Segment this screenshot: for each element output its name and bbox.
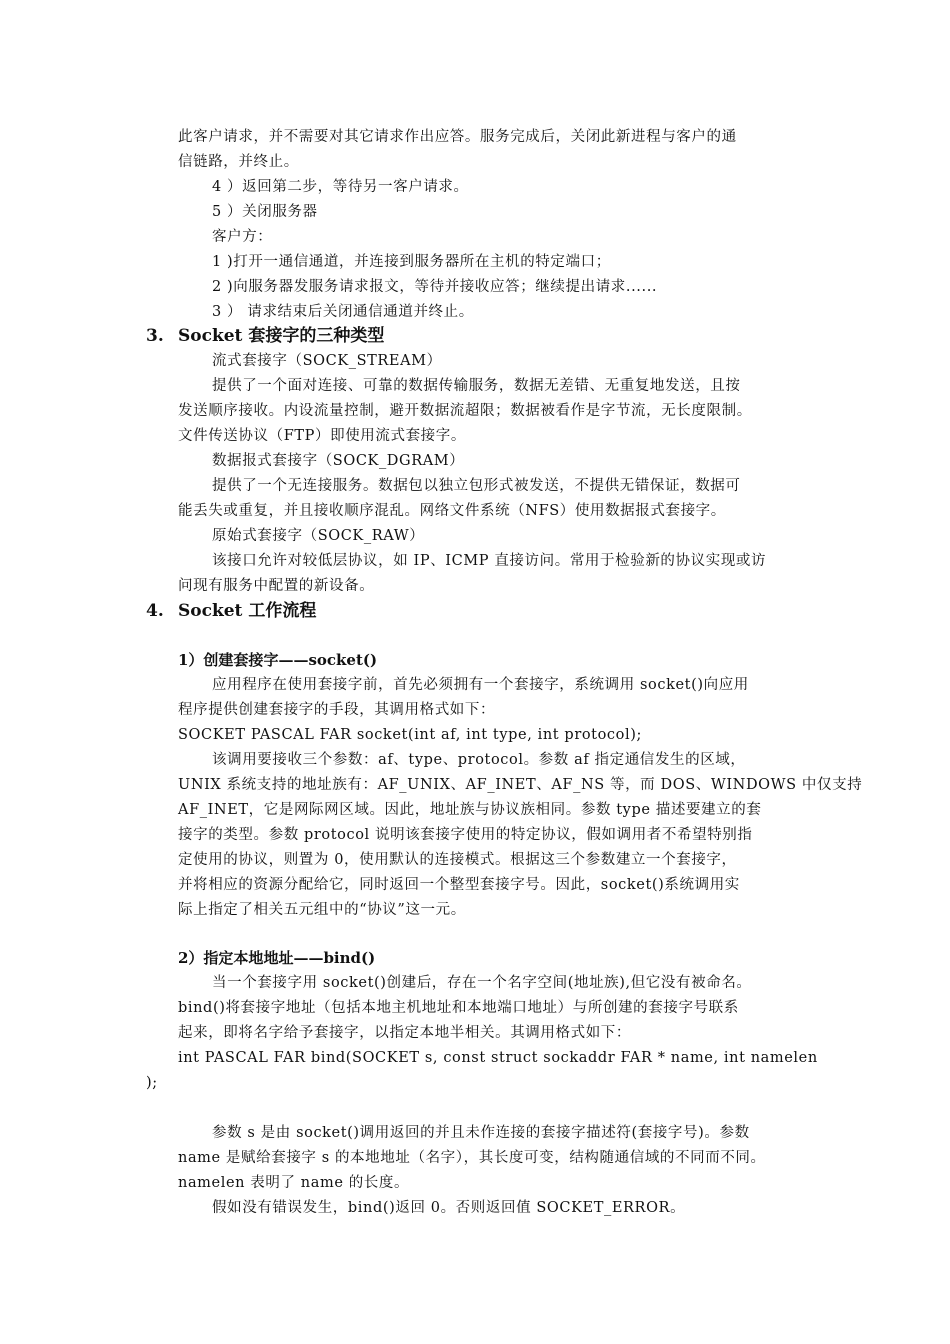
code-line: int PASCAL FAR bind(SOCKET s, const struct sockaddr FAR * name, int namelen: [178, 1050, 818, 1066]
section-title: Socket 套接字的三种类型: [178, 326, 385, 346]
text-line: 客户方：: [212, 229, 273, 245]
text-line: 程序提供创建套接字的手段，其调用格式如下：: [178, 702, 496, 718]
text-line: 2 )向服务器发服务请求报文，等待并接收应答；继续提出请求......: [212, 279, 658, 295]
text-line: 提供了一个面对连接、可靠的数据传输服务，数据无差错、无重复地发送，且按: [212, 378, 741, 394]
text-line: 此客户请求，并不需要对其它请求作出应答。服务完成后，关闭此新进程与客户的通: [178, 129, 737, 145]
text-line: 流式套接字（SOCK_STREAM）: [212, 353, 442, 369]
text-line: 发送顺序接收。内设流量控制，避开数据流超限；数据被看作是字节流，无长度限制。: [178, 403, 752, 419]
section-title: Socket 工作流程: [178, 601, 317, 621]
subsection-heading-socket: 1）创建套接字——socket(): [178, 651, 378, 669]
text-line: 应用程序在使用套接字前，首先必须拥有一个套接字，系统调用 socket()向应用: [212, 677, 749, 693]
text-line: 3 ） 请求结束后关闭通信通道并终止。: [212, 304, 474, 320]
text-line: name 是赋给套接字 s 的本地地址（名字），其长度可变，结构随通信域的不同而不同。: [178, 1150, 766, 1166]
text-line: 接字的类型。参数 protocol 说明该套接字使用的特定协议，假如调用者不希望特别指: [178, 827, 753, 843]
section-heading-4: [146, 600, 316, 622]
text-line: 文件传送协议（FTP）即使用流式套接字。: [178, 428, 466, 444]
text-line: 数据报式套接字（SOCK_DGRAM）: [212, 453, 465, 469]
text-line: 该接口允许对较低层协议，如 IP、ICMP 直接访问。常用于检验新的协议实现或访: [212, 553, 767, 569]
text-line: 问现有服务中配置的新设备。: [178, 578, 375, 594]
text-line: 能丢失或重复，并且接收顺序混乱。网络文件系统（NFS）使用数据报式套接字。: [178, 503, 726, 519]
text-line: 定使用的协议，则置为 0，使用默认的连接模式。根据这三个参数建立一个套接字，: [178, 852, 737, 868]
text-line: 1 )打开一通信通道，并连接到服务器所在主机的特定端口；: [212, 254, 611, 270]
text-line: 信链路，并终止。: [178, 154, 299, 170]
text-line: 并将相应的资源分配给它，同时返回一个整型套接字号。因此，socket()系统调用实: [178, 877, 740, 893]
text-line: 4 ）返回第二步，等待另一客户请求。: [212, 179, 469, 195]
code-line: SOCKET PASCAL FAR socket(int af, int type, int protocol);: [178, 727, 642, 743]
text-line: 起来，即将名字给予套接字，以指定本地半相关。其调用格式如下：: [178, 1025, 631, 1041]
subsection-heading-bind: 2）指定本地地址——bind(): [178, 949, 376, 967]
text-line: 提供了一个无连接服务。数据包以独立包形式被发送，不提供无错保证，数据可: [212, 478, 741, 494]
text-line: AF_INET，它是网际网区域。因此，地址族与协议族相同。参数 type 描述要建立的套: [178, 802, 762, 818]
text-line: 假如没有错误发生，bind()返回 0。否则返回值 SOCKET_ERROR。: [212, 1200, 686, 1216]
section-number: 3.: [146, 326, 164, 346]
text-line: UNIX 系统支持的地址族有：AF_UNIX、AF_INET、AF_NS 等，而 DOS、WINDOWS 中仅支持: [178, 777, 863, 793]
text-line: 当一个套接字用 socket()创建后，存在一个名字空间(地址族),但它没有被命名。: [212, 975, 752, 991]
section-number: 4.: [146, 601, 164, 621]
section-heading-3: [146, 325, 384, 347]
text-line: 际上指定了相关五元组中的“协议”这一元。: [178, 902, 466, 918]
text-line: 原始式套接字（SOCK_RAW）: [212, 528, 425, 544]
text-line: namelen 表明了 name 的长度。: [178, 1175, 410, 1191]
text-line: 该调用要接收三个参数：af、type、protocol。参数 af 指定通信发生的区域，: [212, 752, 746, 768]
text-line: 5 ）关闭服务器: [212, 204, 318, 220]
text-line: bind()将套接字地址（包括本地主机地址和本地端口地址）与所创建的套接字号联系: [178, 1000, 739, 1016]
text-line: 参数 s 是由 socket()调用返回的并且未作连接的套接字描述符(套接字号)。参数: [212, 1125, 750, 1141]
code-line: );: [146, 1075, 158, 1091]
